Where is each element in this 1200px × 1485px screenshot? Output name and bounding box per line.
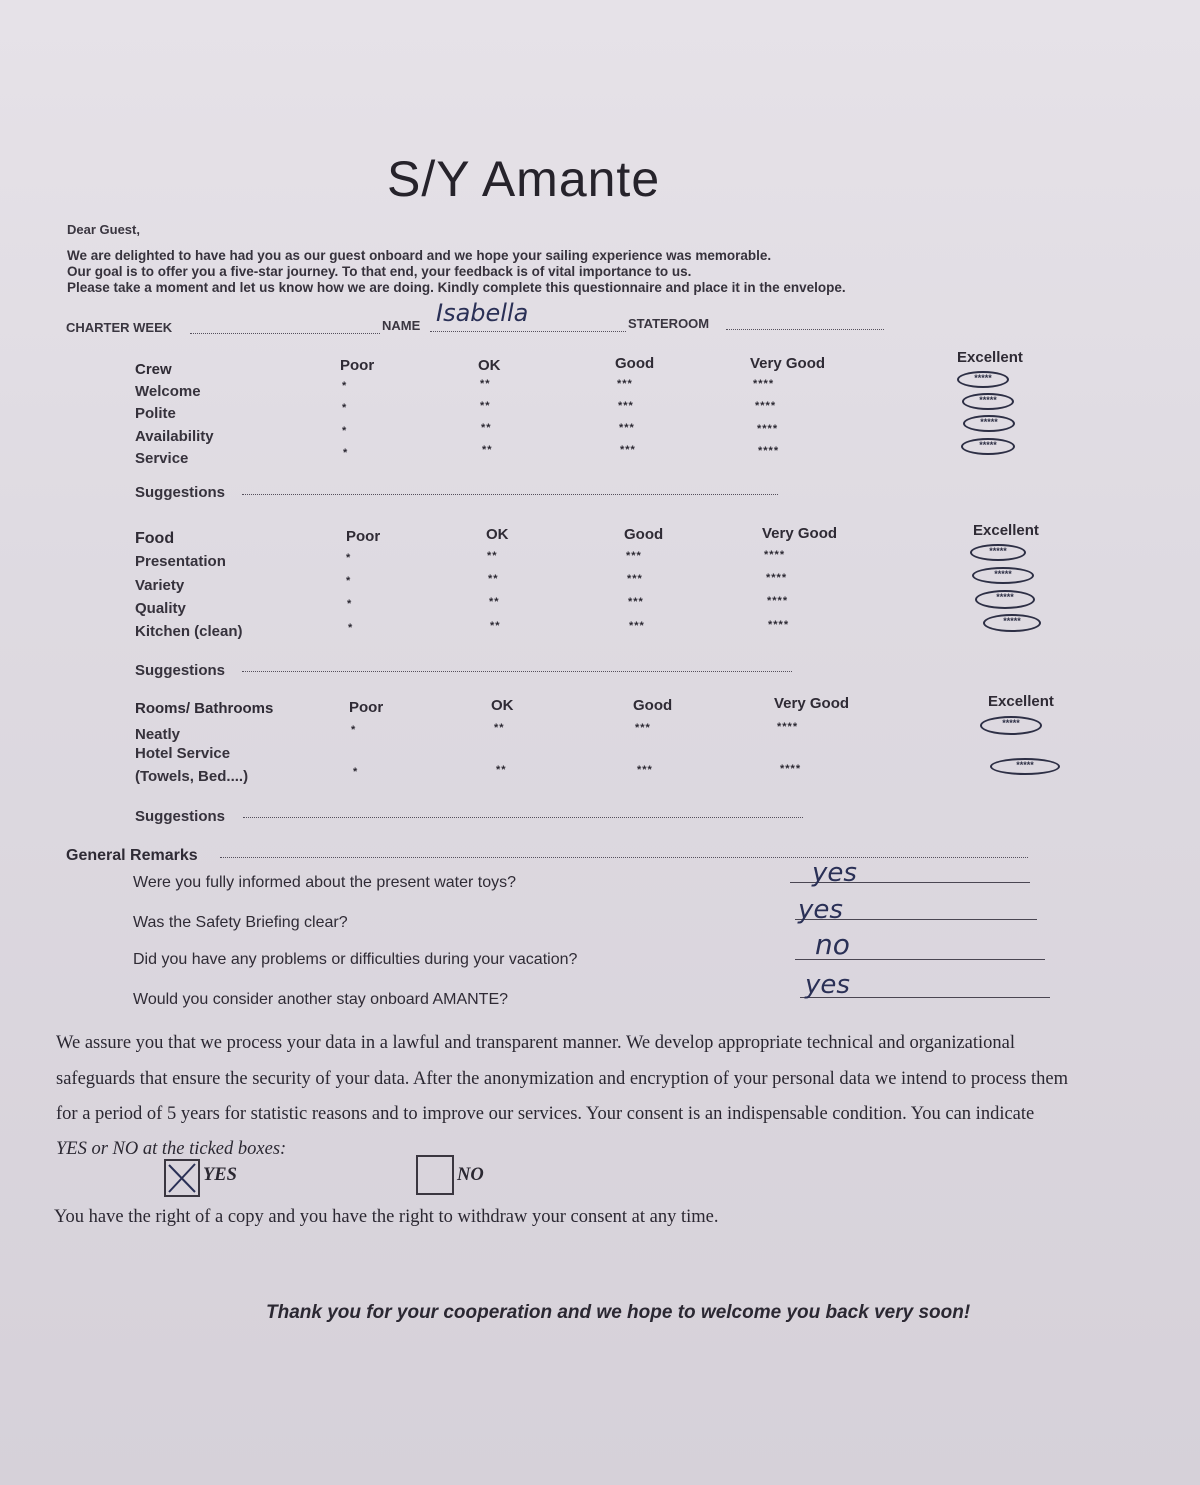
stars-good[interactable]: ***	[629, 620, 645, 632]
charter-week-label: CHARTER WEEK	[66, 320, 173, 335]
consent-yes-label: YES	[203, 1165, 237, 1185]
rating-very-good: Very Good	[762, 525, 838, 542]
circled-excellent[interactable]: *****	[970, 544, 1026, 561]
question-safety-briefing: Was the Safety Briefing clear?	[133, 914, 348, 931]
name-handwritten: Isabella	[436, 299, 529, 327]
circled-excellent[interactable]: *****	[972, 567, 1034, 584]
circled-excellent[interactable]: *****	[983, 614, 1041, 632]
suggestions-label: Suggestions	[135, 662, 226, 679]
stars-good[interactable]: ***	[617, 378, 633, 390]
stars-ok[interactable]: **	[481, 422, 492, 434]
rating-very-good: Very Good	[774, 695, 850, 712]
stars-poor[interactable]: *	[348, 622, 354, 634]
suggestions-label: Suggestions	[135, 808, 226, 825]
crew-item-polite: Polite	[135, 405, 176, 422]
stars-very-good[interactable]: ****	[764, 549, 786, 561]
stars-poor[interactable]: *	[342, 402, 348, 414]
stars-very-good[interactable]: ****	[758, 445, 780, 457]
privacy-last-line: YES or NO at the ticked boxes:	[56, 1139, 287, 1159]
rating-good: Good	[624, 526, 664, 543]
rating-ok: OK	[491, 697, 514, 714]
crew-item-availability: Availability	[135, 428, 214, 445]
stars-very-good[interactable]: ****	[753, 378, 775, 390]
stars-ok[interactable]: **	[496, 764, 507, 776]
food-item-variety: Variety	[135, 577, 185, 594]
name-field[interactable]	[430, 331, 626, 332]
stars-ok[interactable]: **	[490, 620, 501, 632]
rating-poor: Poor	[349, 699, 384, 716]
stars-poor[interactable]: *	[343, 447, 349, 459]
suggestions-field[interactable]	[242, 494, 778, 495]
privacy-line-2: safeguards that ensure the security of your data. After the anonymization and encryption of your personal data we intend to process them	[56, 1069, 1069, 1089]
answer-handwritten: no	[815, 928, 850, 961]
stars-good[interactable]: ***	[618, 400, 634, 412]
section-title-rooms: Rooms/ Bathrooms	[135, 700, 274, 717]
stars-very-good[interactable]: ****	[767, 595, 789, 607]
stars-ok[interactable]: **	[489, 596, 500, 608]
stars-very-good[interactable]: ****	[755, 400, 777, 412]
consent-no-checkbox[interactable]	[416, 1155, 454, 1195]
rating-good: Good	[615, 355, 655, 372]
rating-good: Good	[633, 697, 673, 714]
circled-excellent[interactable]: *****	[961, 438, 1015, 455]
stars-poor[interactable]: *	[346, 575, 352, 587]
stars-ok[interactable]: **	[488, 573, 499, 585]
stars-poor[interactable]: *	[347, 598, 353, 610]
rating-excellent: Excellent	[973, 522, 1039, 539]
crew-item-welcome: Welcome	[135, 383, 201, 400]
stateroom-label: STATEROOM	[628, 316, 710, 331]
circled-excellent[interactable]: *****	[963, 415, 1015, 432]
rating-poor: Poor	[346, 528, 381, 545]
greeting: Dear Guest,	[67, 222, 140, 237]
intro-line-1: We are delighted to have had you as our guest onboard and we hope your sailing experience was memorable.	[67, 248, 772, 263]
charter-week-field[interactable]	[190, 333, 380, 334]
circled-excellent[interactable]: *****	[980, 716, 1042, 735]
crew-item-service: Service	[135, 450, 189, 467]
stars-ok[interactable]: **	[494, 722, 505, 734]
suggestions-label: Suggestions	[135, 484, 226, 501]
food-item-kitchen: Kitchen (clean)	[135, 623, 243, 640]
rating-excellent: Excellent	[957, 349, 1023, 366]
stars-ok[interactable]: **	[482, 444, 493, 456]
stars-very-good[interactable]: ****	[768, 619, 790, 631]
name-label: NAME	[382, 318, 421, 333]
rooms-item-neatly: Neatly	[135, 726, 181, 743]
circled-excellent[interactable]: *****	[962, 393, 1014, 410]
answer-handwritten: yes	[805, 970, 850, 1000]
stars-ok[interactable]: **	[487, 550, 498, 562]
intro-line-2: Our goal is to offer you a five-star journey. To that end, your feedback is of vital importance to us.	[67, 264, 692, 279]
stars-very-good[interactable]: ****	[780, 763, 802, 775]
rating-very-good: Very Good	[750, 355, 826, 372]
stateroom-field[interactable]	[726, 329, 884, 330]
stars-poor[interactable]: *	[342, 380, 348, 392]
question-water-toys: Were you fully informed about the present water toys?	[133, 874, 517, 891]
stars-ok[interactable]: **	[480, 378, 491, 390]
circled-excellent[interactable]: *****	[975, 590, 1035, 609]
circled-excellent[interactable]: *****	[990, 758, 1060, 775]
stars-poor[interactable]: *	[353, 766, 359, 778]
suggestions-field[interactable]	[243, 817, 803, 818]
section-title-crew: Crew	[135, 361, 172, 378]
page-title: S/Y Amante	[387, 151, 661, 207]
rights-statement: You have the right of a copy and you have the right to withdraw your consent at any time.	[54, 1207, 719, 1227]
stars-good[interactable]: ***	[635, 722, 651, 734]
intro-line-3: Please take a moment and let us know how we are doing. Kindly complete this questionnaire and place it in the envelope.	[67, 280, 846, 295]
rooms-item-towels-bed: (Towels, Bed....)	[135, 768, 249, 785]
question-problems: Did you have any problems or difficulties during your vacation?	[133, 951, 578, 968]
stars-good[interactable]: ***	[626, 550, 642, 562]
stars-very-good[interactable]: ****	[757, 423, 779, 435]
stars-very-good[interactable]: ****	[766, 572, 788, 584]
answer-handwritten: yes	[798, 895, 843, 925]
stars-good[interactable]: ***	[628, 596, 644, 608]
stars-good[interactable]: ***	[627, 573, 643, 585]
general-remarks-label: General Remarks	[66, 847, 198, 864]
privacy-line-3: for a period of 5 years for statistic reasons and to improve our services. Your consent is an indispensable condition. You can indicate	[56, 1104, 1035, 1124]
section-title-food: Food	[135, 530, 175, 547]
general-remarks-field[interactable]	[220, 857, 1028, 858]
stars-good[interactable]: ***	[637, 764, 653, 776]
rating-ok: OK	[486, 526, 509, 543]
rooms-item-hotel-service: Hotel Service	[135, 745, 231, 762]
stars-very-good[interactable]: ****	[777, 721, 799, 733]
stars-poor[interactable]: *	[351, 724, 357, 736]
consent-no-label: NO	[457, 1165, 484, 1185]
food-item-presentation: Presentation	[135, 553, 226, 570]
thank-you-message: Thank you for your cooperation and we hope to welcome you back very soon!	[266, 1302, 971, 1323]
stars-ok[interactable]: **	[480, 400, 491, 412]
answer-handwritten: yes	[812, 858, 857, 888]
rating-excellent: Excellent	[988, 693, 1054, 710]
stars-good[interactable]: ***	[620, 444, 636, 456]
privacy-line-1: We assure you that we process your data in a lawful and transparent manner. We develop appropriate technical and organizational	[56, 1033, 1016, 1053]
consent-yes-checkbox[interactable]	[164, 1159, 200, 1197]
stars-poor[interactable]: *	[346, 552, 352, 564]
suggestions-field[interactable]	[242, 671, 792, 672]
food-item-quality: Quality	[135, 600, 186, 617]
circled-excellent[interactable]: *****	[957, 371, 1009, 388]
rating-poor: Poor	[340, 357, 375, 374]
stars-good[interactable]: ***	[619, 422, 635, 434]
question-another-stay: Would you consider another stay onboard AMANTE?	[133, 991, 509, 1008]
checkmark-x-icon	[166, 1161, 198, 1195]
stars-poor[interactable]: *	[342, 425, 348, 437]
rating-ok: OK	[478, 357, 501, 374]
